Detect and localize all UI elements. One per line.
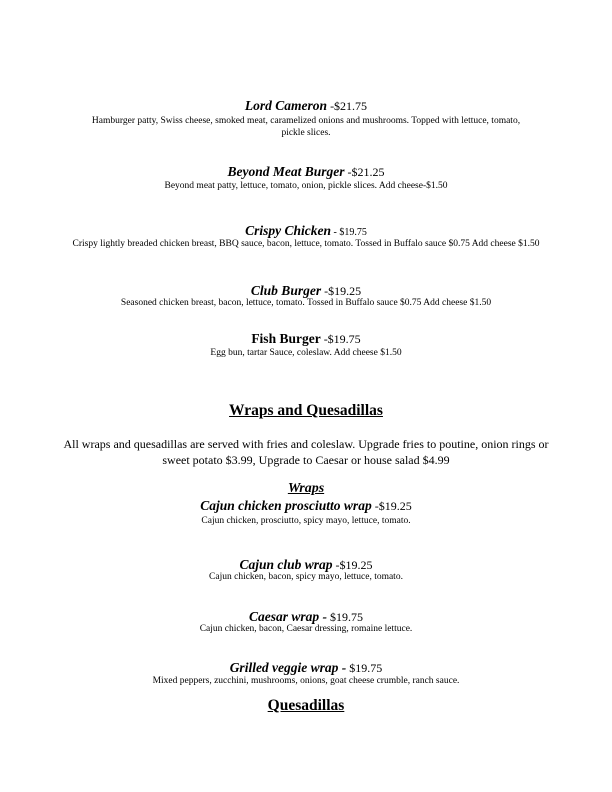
item-name: Cajun club wrap bbox=[239, 557, 333, 572]
menu-item-beyond-meat-burger bbox=[0, 163, 612, 181]
wraps-heading: Wraps bbox=[287, 481, 325, 496]
item-name: Fish Burger bbox=[251, 331, 321, 346]
item-description: Egg bun, tartar Sauce, coleslaw. Add cheese $1.50 bbox=[210, 348, 402, 358]
menu-item-cajun-chicken-prosciutto-wrap bbox=[0, 497, 612, 515]
item-price: -$19.25 bbox=[371, 499, 412, 513]
section-title: Wraps and Quesadillas bbox=[229, 402, 383, 419]
item-description: Beyond meat patty, lettuce, tomato, onion, pickle slices. Add cheese-$1.50 bbox=[164, 181, 448, 191]
item-description: Hamburger patty, Swiss cheese, smoked meat, caramelized onions and mushrooms. Topped with lettuce, tomato, pickle slices. bbox=[91, 116, 521, 138]
item-description: Cajun chicken, bacon, Caesar dressing, romaine lettuce. bbox=[199, 624, 413, 634]
item-description: Mixed peppers, zucchini, mushrooms, onions, goat cheese crumble, ranch sauce. bbox=[152, 676, 460, 686]
menu-item-fish-burger bbox=[0, 330, 612, 348]
item-price: -$19.75 bbox=[320, 332, 361, 346]
section-intro: All wraps and quesadillas are served with fries and coleslaw. Upgrade fries to poutine, onion rings or sweet potato $3.99, Upgrade to Caesar or house salad $4.99 bbox=[63, 437, 549, 467]
item-name: Grilled veggie wrap - bbox=[229, 660, 347, 675]
item-name: Lord Cameron bbox=[244, 98, 328, 113]
item-name: Cajun chicken prosciutto wrap bbox=[200, 498, 372, 513]
item-name: Crispy Chicken bbox=[245, 223, 332, 238]
item-name: Beyond Meat Burger bbox=[227, 164, 345, 179]
item-description: Crispy lightly breaded chicken breast, BBQ sauce, bacon, lettuce, tomato. Tossed in Buffalo sauce $0.75 Add cheese $1.50 bbox=[72, 239, 540, 249]
item-price: -$21.75 bbox=[327, 99, 368, 113]
item-description: Seasoned chicken breast, bacon, lettuce, tomato. Tossed in Buffalo sauce $0.75 Add cheese $1.50 bbox=[120, 298, 492, 308]
item-name: Club Burger bbox=[250, 283, 322, 298]
item-price: $19.75 bbox=[327, 610, 363, 624]
item-name: Caesar wrap - bbox=[248, 609, 327, 624]
item-price: $19.75 bbox=[346, 661, 383, 675]
item-description: Cajun chicken, prosciutto, spicy mayo, lettuce, tomato. bbox=[201, 516, 411, 526]
menu-item-lord-cameron bbox=[0, 97, 612, 115]
item-price: - $19.75 bbox=[331, 227, 367, 238]
item-description: Cajun chicken, bacon, spicy mayo, lettuce, tomato. bbox=[209, 572, 403, 582]
item-price: -$21.25 bbox=[344, 165, 385, 179]
item-price: -$19.25 bbox=[332, 558, 373, 572]
item-price: -$19.25 bbox=[321, 284, 362, 298]
quesadillas-heading: Quesadillas bbox=[267, 697, 345, 714]
